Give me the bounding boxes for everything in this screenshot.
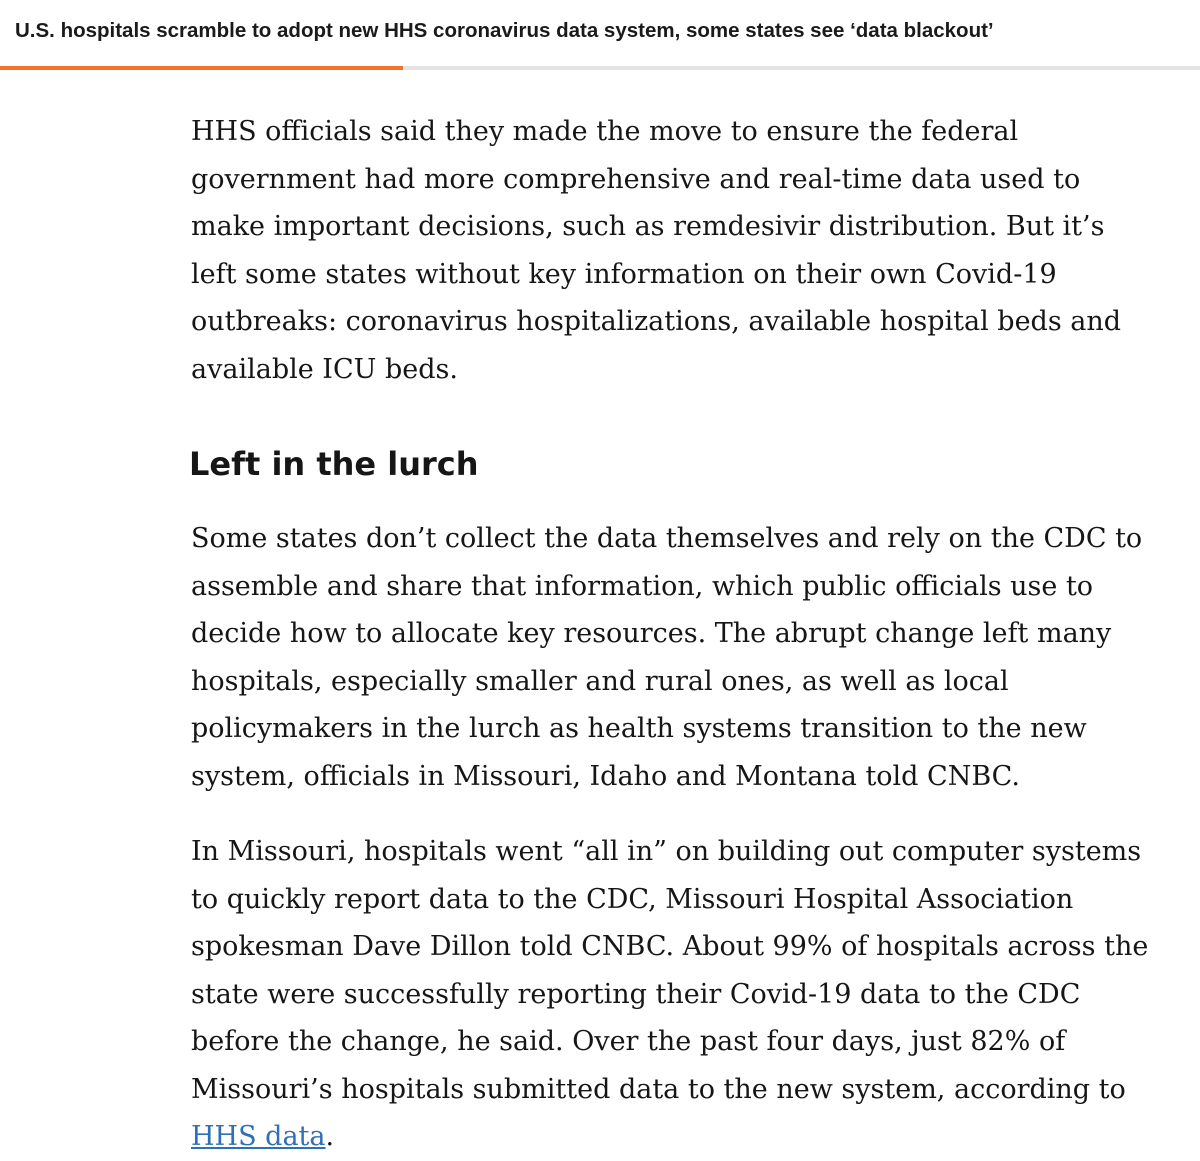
article-paragraph-3 [191, 828, 1176, 1161]
reading-progress-bar [0, 66, 1200, 70]
article-header-bar [0, 0, 1200, 66]
article-title: U.S. hospitals scramble to adopt new HHS coronavirus data system, some states see ‘data blackout’ [15, 19, 994, 42]
section-heading: Left in the lurch [189, 445, 479, 483]
article-paragraph-2: Some states don’t collect the data themselves and rely on the CDC to assemble and share that information, which public officials use to decide how to allocate key resources. The abrupt change left many hospitals, especially smaller and rural ones, as well as local policymakers in the lurch as health systems transition to the new system, officials in Missouri, Idaho and Montana told CNBC. [191, 523, 1143, 792]
hhs-data-link[interactable]: HHS data [191, 1121, 326, 1152]
article-body [191, 108, 1181, 1161]
article-paragraph-1: HHS officials said they made the move to ensure the federal government had more comprehensive and real-time data used to make important decisions, such as remdesivir distribution. But it’s left some states without key information on their own Covid-19 outbreaks: coronavirus hospitalizations, available hospital beds and available ICU beds. [191, 116, 1122, 385]
reading-progress-fill [0, 66, 403, 70]
paragraph-3-text: In Missouri, hospitals went “all in” on building out computer systems to quickly report data to the CDC, Missouri Hospital Association spokesman Dave Dillon told CNBC. About 99% of hospitals across the state were successfully reporting their Covid-19 data to the CDC before the change, he said. Over the past four days, just 82% of Missouri’s hospitals submitted data to the new system, according to [191, 836, 1149, 1105]
paragraph-3-end: . [325, 1121, 335, 1152]
